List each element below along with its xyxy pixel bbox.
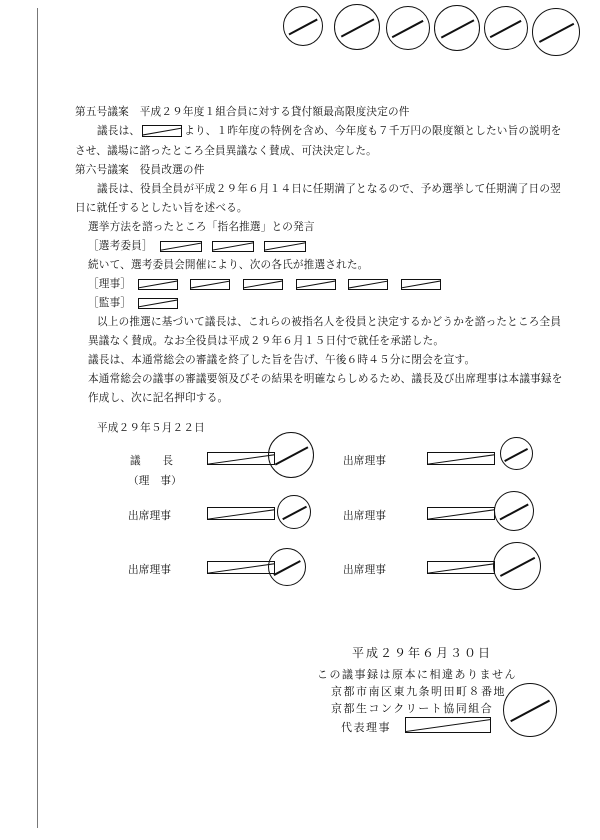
- item6-line7: 議長は、本通常総会の審議を終了した旨を告げ、午後６時４５分に閉会を宣す。: [88, 354, 476, 366]
- seal-stamp: [268, 432, 314, 478]
- seal-stamp: [494, 491, 534, 531]
- seal-stamp: [503, 683, 557, 737]
- redacted-signature: [207, 561, 275, 574]
- seal-stamp: [493, 542, 541, 590]
- director-label: 理事: [98, 278, 121, 290]
- certification-statement: この議事録は原本に相違ありません: [317, 668, 517, 681]
- director-label-left: 出席理事: [128, 510, 172, 522]
- redacted-name: [264, 241, 306, 252]
- certification-date: 平成２９年６月３０日: [352, 646, 493, 660]
- director-label-right: 出席理事: [343, 510, 387, 522]
- seal-stamp: [434, 5, 480, 51]
- item5-line2: させ、議場に諮ったところ全員異議なく賛成、可決決定した。: [75, 145, 377, 157]
- seal-stamp: [334, 4, 380, 50]
- director-row: ［理事］: [88, 278, 441, 291]
- redacted-signature: [427, 561, 495, 574]
- redacted-name: [212, 241, 254, 252]
- item6-line9: 作成し、次に記名押印する。: [88, 392, 229, 404]
- redacted-signature: [405, 717, 491, 733]
- seal-stamp: [500, 437, 533, 470]
- item6-line8: 本通常総会の議事の審議要領及びその結果を明確ならしめるため、議長及び出席理事は本議事録を: [88, 373, 563, 385]
- item6-line6: 異議なく賛成。なお全役員は平成２９年６月１５日付で就任を承諾した。: [88, 335, 445, 347]
- redacted-name: [348, 279, 388, 290]
- seal-stamp: [268, 548, 306, 586]
- item6-heading: 第六号議案 役員改選の件: [75, 164, 205, 176]
- item6-line4: 続いて、選考委員会開催により、次の各氏が推選された。: [88, 259, 369, 271]
- seal-stamp: [386, 6, 430, 50]
- director-label-right: 出席理事: [343, 564, 387, 576]
- committee-row: ［選考委員］: [88, 240, 306, 253]
- auditor-row: ［監事］: [88, 297, 178, 310]
- item6-line2: 日に就任するとしたい旨を述べる。: [75, 202, 248, 214]
- redacted-name: [296, 279, 336, 290]
- auditor-label: 監事: [98, 297, 121, 309]
- item5-line1-b: より、１昨年度の特例を含め、今年度も７千万円の限度額としたい旨の説明を: [184, 125, 562, 137]
- redacted-name: [138, 279, 178, 290]
- redacted-signature: [207, 452, 275, 465]
- redacted-signature: [427, 452, 495, 465]
- seal-stamp: [484, 6, 528, 50]
- seal-stamp: [532, 8, 580, 56]
- committee-label: 選考委員: [98, 240, 142, 252]
- item6-line1: 議長は、役員全員が平成２９年６月１４日に任期満了となるので、予め選挙して任期満了日の翌: [97, 183, 561, 195]
- redacted-name: [142, 125, 182, 137]
- seal-stamp: [277, 495, 311, 529]
- binding-margin-line: [37, 8, 38, 828]
- item5-line1-a: 議長は、: [97, 125, 141, 137]
- item5-heading: 第五号議案 平成２９年度１組合員に対する貸付額最高限度決定の件: [75, 106, 410, 118]
- director-label-left: 出席理事: [128, 564, 172, 576]
- chair-label: 議 長: [130, 455, 174, 467]
- item5-line1: [97, 125, 562, 138]
- redacted-signature: [427, 507, 495, 520]
- representative-label: 代表理事: [341, 721, 391, 734]
- redacted-signature: [207, 507, 275, 520]
- redacted-name: [138, 298, 178, 309]
- director-label-right: 出席理事: [343, 455, 387, 467]
- redacted-name: [160, 241, 202, 252]
- chair-sub-label: （理 事）: [128, 475, 182, 487]
- seal-stamp: [283, 6, 323, 46]
- redacted-name: [243, 279, 283, 290]
- item6-line5: 以上の推選に基づいて議長は、これらの被指名人を役員と決定するかどうかを諮ったところ全員: [97, 316, 562, 328]
- item6-line3: 選挙方法を諮ったところ「指名推選」との発言: [88, 221, 315, 233]
- signing-date: 平成２９年５月２２日: [97, 422, 205, 434]
- redacted-name: [190, 279, 230, 290]
- certification-org: 京都生コンクリート協同組合: [331, 702, 494, 715]
- redacted-name: [401, 279, 441, 290]
- certification-address: 京都市南区東九条明田町８番地: [331, 685, 506, 698]
